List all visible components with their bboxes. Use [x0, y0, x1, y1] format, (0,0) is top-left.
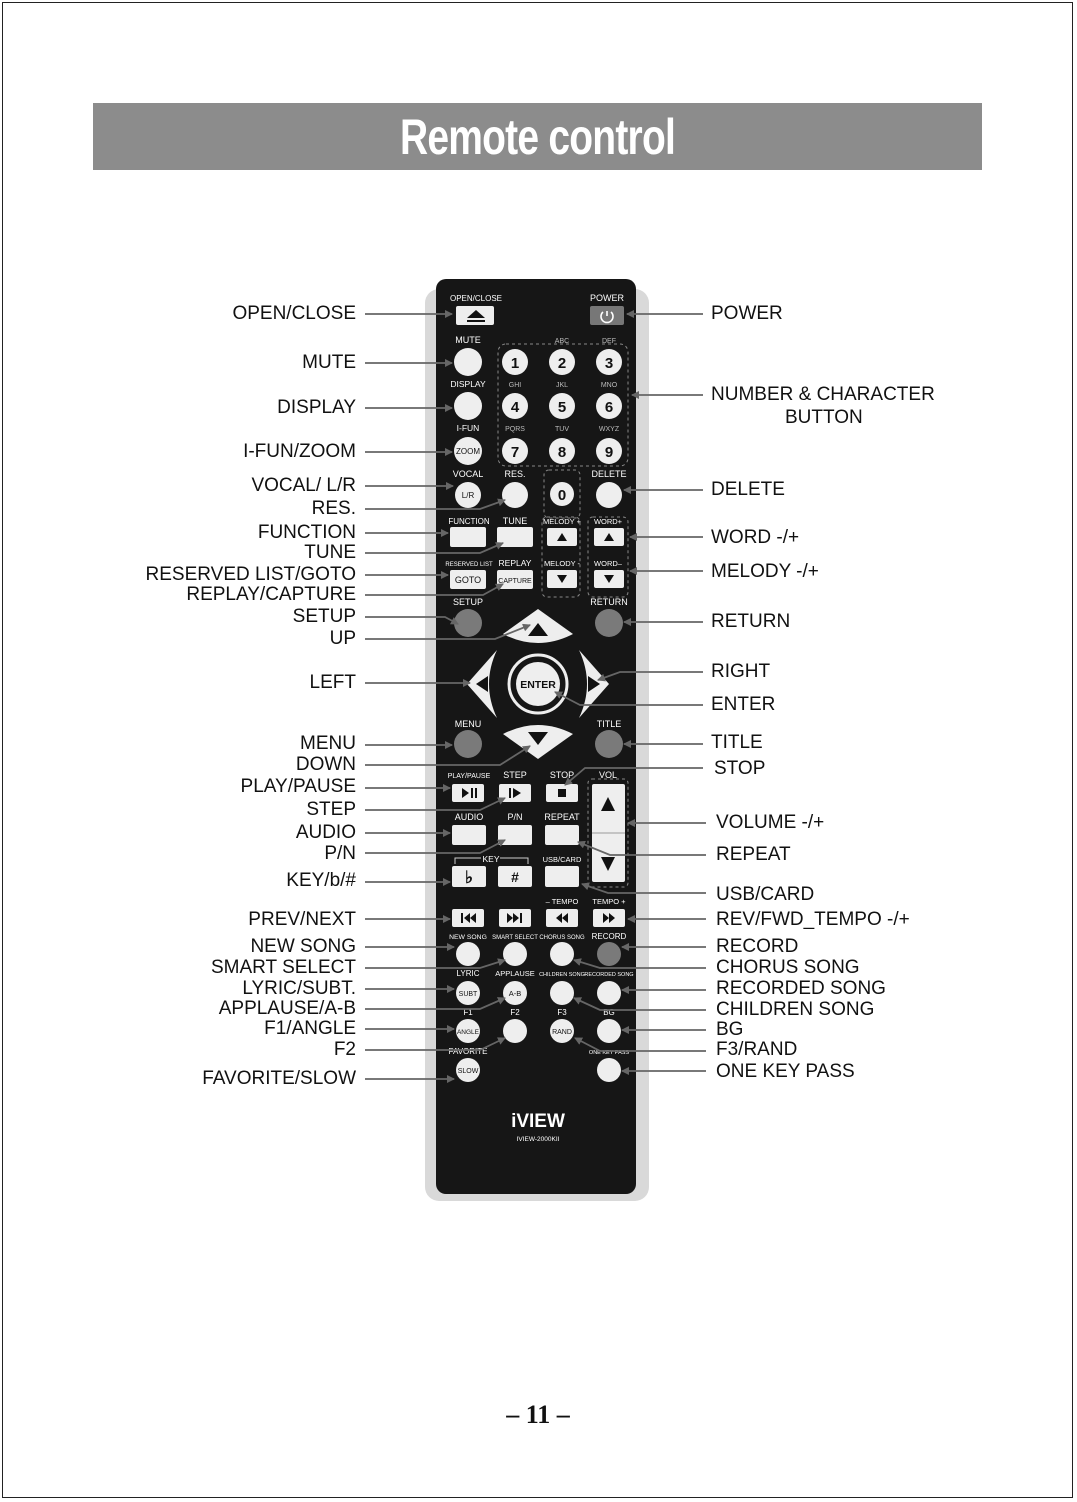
- remote-text-function: FUNCTION: [448, 517, 490, 526]
- one-key-pass-button[interactable]: [597, 1058, 621, 1082]
- remote-text-f3: F3: [557, 1008, 567, 1017]
- remote-text-vocal: VOCAL: [452, 469, 484, 479]
- label-record: RECORD: [716, 936, 799, 957]
- label-tune: TUNE: [304, 542, 356, 563]
- recorded-song-button[interactable]: [597, 981, 621, 1005]
- remote-text-ifun: I-FUN: [456, 423, 480, 433]
- remote-text-abc: ABC: [554, 338, 570, 345]
- f2-button[interactable]: [503, 1019, 527, 1043]
- label-recorded-song: RECORDED SONG: [716, 978, 886, 999]
- remote-text-setup: SETUP: [452, 597, 484, 607]
- label-enter: ENTER: [711, 694, 776, 715]
- label-open-close: OPEN/CLOSE: [232, 303, 356, 324]
- remote-text-res: RES.: [504, 469, 526, 479]
- remote-text-enter: ENTER: [520, 679, 556, 691]
- remote-text-def: DEF: [602, 338, 616, 345]
- brand-logo: iVIEW: [511, 1111, 565, 1132]
- digit-8-text: 8: [557, 444, 567, 461]
- function-button[interactable]: [450, 527, 486, 547]
- digit-2-text: 2: [557, 355, 567, 372]
- remote-text-smart-select: SMART SELECT: [492, 935, 538, 941]
- digit-0-text: 0: [557, 487, 567, 504]
- label-left: LEFT: [309, 672, 356, 693]
- remote-text-tuv: TUV: [555, 426, 569, 433]
- label-replay-capture: REPLAY/CAPTURE: [186, 584, 356, 605]
- remote-text-replay: REPLAY: [498, 558, 532, 568]
- digit-4-text: 4: [510, 399, 520, 416]
- remote-text-angle: ANGLE: [456, 1029, 480, 1036]
- remote-text-vol: VOL: [598, 770, 618, 780]
- label-pn: P/N: [324, 843, 356, 864]
- digit-7-text: 7: [510, 444, 520, 461]
- label-function: FUNCTION: [257, 522, 356, 543]
- label-menu: MENU: [300, 733, 356, 754]
- remote-text-bg: BG: [603, 1008, 615, 1017]
- label-title: TITLE: [711, 732, 763, 753]
- label-up: UP: [329, 628, 356, 649]
- label-children-song: CHILDREN SONG: [716, 999, 875, 1020]
- audio-button[interactable]: [452, 825, 486, 845]
- remote-text-reserved-list: RESERVED LIST: [445, 562, 493, 568]
- label-favorite-slow: FAVORITE/SLOW: [202, 1068, 356, 1089]
- new-song-button[interactable]: [456, 942, 480, 966]
- label-word: WORD -/+: [711, 527, 800, 548]
- label-f2: F2: [333, 1039, 356, 1060]
- remote-text-play-pause: PLAY/PAUSE: [447, 773, 491, 780]
- label-delete: DELETE: [711, 479, 785, 500]
- label-display: DISPLAY: [277, 397, 356, 418]
- stop-icon: [558, 789, 566, 797]
- label-power: POWER: [711, 303, 783, 324]
- remote-text-tune: TUNE: [502, 516, 528, 526]
- remote-text-display: DISPLAY: [450, 379, 486, 389]
- remote-text-repeat: REPEAT: [544, 812, 580, 822]
- label-rev-fwd-tempo: REV/FWD_TEMPO -/+: [716, 909, 910, 930]
- remote-text-pn: P/N: [507, 812, 523, 822]
- flat-icon: ♭: [464, 868, 474, 887]
- remote-text-capture: CAPTURE: [498, 578, 532, 585]
- remote-text-usb-card: USB/CARD: [542, 855, 582, 864]
- label-number-character: NUMBER & CHARACTER: [711, 384, 935, 405]
- label-volume: VOLUME -/+: [716, 812, 825, 833]
- digit-3-text: 3: [604, 355, 614, 372]
- label-smart-select: SMART SELECT: [210, 957, 356, 978]
- remote-text-return: RETURN: [590, 597, 628, 607]
- remote-text-pqrs: PQRS: [505, 426, 525, 433]
- label-melody: MELODY -/+: [711, 561, 819, 582]
- remote-text-jkl: JKL: [555, 382, 569, 389]
- label-audio: AUDIO: [295, 822, 356, 843]
- remote-text-power: POWER: [589, 293, 625, 303]
- label-reserved-list: RESERVED LIST/GOTO: [145, 564, 356, 585]
- label-chorus-song: CHORUS SONG: [716, 957, 860, 978]
- label-mute: MUTE: [302, 352, 356, 373]
- mute-button[interactable]: [454, 348, 482, 376]
- sharp-icon: #: [511, 869, 519, 885]
- remote-text-delete: DELETE: [591, 469, 627, 479]
- remote-text-lr: L/R: [461, 491, 475, 500]
- label-stop: STOP: [714, 758, 766, 779]
- remote-text-mno: MNO: [600, 382, 618, 389]
- label-play-pause: PLAY/PAUSE: [240, 776, 356, 797]
- remote-text-open-close: OPEN/CLOSE: [449, 294, 503, 303]
- remote-text-slow: SLOW: [457, 1068, 479, 1075]
- remote-text-children-song: CHILDREN SONG: [539, 972, 585, 978]
- return-button[interactable]: [595, 609, 623, 637]
- remote-text-menu: MENU: [454, 719, 482, 729]
- remote-text-goto: GOTO: [454, 575, 482, 585]
- remote-text-ghi: GHI: [508, 382, 522, 389]
- remote-text-key: KEY: [482, 854, 500, 864]
- remote-text-ab: A-B: [508, 989, 522, 998]
- label-lyric-subt: LYRIC/SUBT.: [242, 978, 356, 999]
- menu-button[interactable]: [454, 730, 482, 758]
- smart-select-button[interactable]: [503, 942, 527, 966]
- display-button[interactable]: [454, 392, 482, 420]
- label-one-key-pass: ONE KEY PASS: [716, 1061, 855, 1082]
- remote-text-favorite: FAVORITE: [448, 1047, 488, 1056]
- remote-text-word-plus: WORD+: [593, 517, 623, 526]
- remote-text-stop: STOP: [549, 770, 575, 780]
- label-vocal-lr: VOCAL/ L/R: [251, 475, 356, 496]
- label-setup: SETUP: [292, 606, 356, 627]
- children-song-button[interactable]: [550, 981, 574, 1005]
- remote-text-word-minus: WORD–: [594, 559, 622, 568]
- remote-text-one-key-pass: ONE KEY PASS: [588, 1050, 630, 1056]
- remote-text-f1: F1: [463, 1008, 473, 1017]
- remote-text-chorus-song: CHORUS SONG: [539, 935, 585, 941]
- remote-text-subt: SUBT: [458, 991, 478, 998]
- usb-card-button[interactable]: [545, 866, 579, 887]
- remote-text-recorded-song: RECORDED SONG: [584, 972, 634, 978]
- digit-6-text: 6: [604, 399, 614, 416]
- remote-text-record: RECORD: [591, 932, 627, 941]
- remote-text-rand: RAND: [552, 1029, 572, 1036]
- remote-text-audio: AUDIO: [454, 812, 484, 822]
- label-right: RIGHT: [711, 661, 771, 682]
- delete-button[interactable]: [596, 482, 622, 508]
- digit-9-text: 9: [604, 444, 614, 461]
- remote-text-melody-minus: MELODY -: [543, 559, 581, 568]
- remote-text-lyric: LYRIC: [456, 969, 480, 978]
- remote-text-tempo-minus: – TEMPO: [545, 897, 579, 906]
- setup-button[interactable]: [454, 609, 482, 637]
- remote-text-new-song: NEW SONG: [449, 934, 487, 941]
- label-down: DOWN: [295, 754, 356, 775]
- label-applause-ab: APPLAUSE/A-B: [218, 998, 356, 1019]
- remote-text-applause: APPLAUSE: [495, 969, 535, 978]
- chorus-song-button[interactable]: [550, 942, 574, 966]
- digit-5-text: 5: [557, 399, 567, 416]
- label-f3-rand: F3/RAND: [716, 1039, 798, 1060]
- remote-text-step: STEP: [503, 770, 527, 780]
- title-button[interactable]: [595, 730, 623, 758]
- label-new-song: NEW SONG: [250, 936, 356, 957]
- label-key: KEY/b/#: [286, 870, 356, 891]
- label-step: STEP: [306, 799, 356, 820]
- digit-1-text: 1: [510, 355, 520, 372]
- label-usb-card: USB/CARD: [716, 884, 815, 905]
- label-f1-angle: F1/ANGLE: [264, 1018, 356, 1039]
- repeat-button[interactable]: [545, 825, 579, 845]
- res-button[interactable]: [502, 482, 528, 508]
- brand-model: IVIEW-2000KII: [516, 1136, 560, 1143]
- page-title: Remote control: [399, 109, 676, 165]
- label-res: RES.: [311, 498, 356, 519]
- label-repeat: REPEAT: [716, 844, 791, 865]
- page-number: – 11 –: [506, 1400, 570, 1429]
- remote-text-wxyz: WXYZ: [598, 426, 620, 433]
- label-prev-next: PREV/NEXT: [248, 909, 356, 930]
- label-return: RETURN: [711, 611, 791, 632]
- remote-text-title: TITLE: [596, 719, 622, 729]
- remote-text-mute: MUTE: [455, 335, 481, 345]
- label-ifun-zoom: I-FUN/ZOOM: [243, 441, 356, 462]
- label-bg: BG: [716, 1019, 744, 1040]
- remote-text-zoom: ZOOM: [456, 447, 480, 456]
- remote-text-tempo-plus: TEMPO +: [592, 897, 626, 906]
- remote-text-melody-plus: MELODY +: [542, 517, 582, 526]
- record-button[interactable]: [597, 942, 621, 966]
- bg-button[interactable]: [597, 1019, 621, 1043]
- label-number-character-2: BUTTON: [785, 407, 863, 428]
- remote-text-f2: F2: [510, 1008, 520, 1017]
